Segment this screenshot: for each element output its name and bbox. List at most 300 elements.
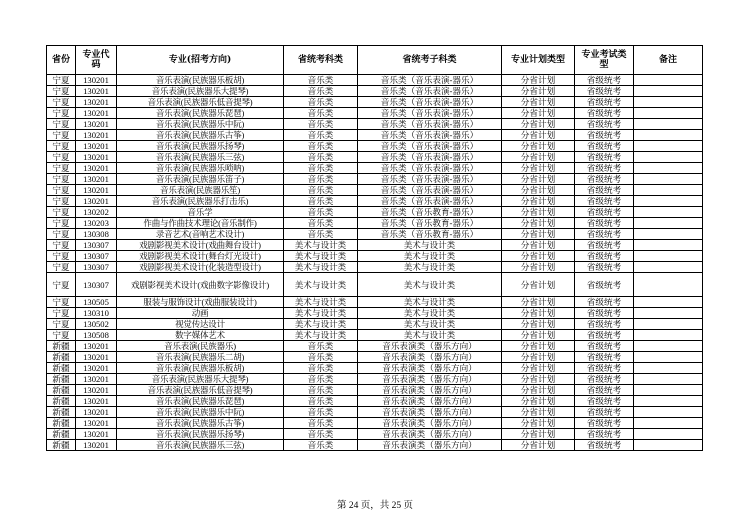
major-code-cell: 130201 [76,119,117,130]
major-name-cell: 音乐表演(民族器乐板胡) [117,75,284,86]
header-row [47,46,703,75]
major-name-cell: 作曲与作曲技术理论(音乐制作) [117,218,284,229]
remarks-cell [634,141,703,152]
table-row [47,396,703,407]
province-cell: 宁夏 [47,308,76,319]
exam-subcategory-cell: 音乐表演类（器乐方向） [358,385,502,396]
exam-subcategory-cell: 音乐类（音乐表演-器乐） [358,75,502,86]
major-code-cell: 130201 [76,396,117,407]
province-cell: 宁夏 [47,141,76,152]
table-body [47,75,703,451]
province-cell: 新疆 [47,429,76,440]
major-name-cell: 录音艺术(音响艺术设计) [117,229,284,240]
plan-type-cell: 分省计划 [502,418,575,429]
major-code-cell: 130201 [76,196,117,207]
exam-category-cell: 音乐类 [284,341,358,352]
exam-type-cell: 省级统考 [575,385,634,396]
table-row [47,196,703,207]
province-cell: 新疆 [47,385,76,396]
plan-type-cell: 分省计划 [502,174,575,185]
major-code-cell: 130202 [76,207,117,218]
major-code-cell: 130201 [76,352,117,363]
plan-type-cell: 分省计划 [502,440,575,451]
exam-subcategory-cell: 音乐表演类（器乐方向） [358,440,502,451]
exam-category-cell: 音乐类 [284,418,358,429]
exam-category-cell: 美术与设计类 [284,308,358,319]
major-name-cell: 音乐表演(民族器乐扬琴) [117,141,284,152]
exam-type-cell: 省级统考 [575,130,634,141]
exam-category-cell: 美术与设计类 [284,262,358,273]
exam-category-cell: 音乐类 [284,75,358,86]
exam-subcategory-cell: 音乐表演类（器乐方向） [358,341,502,352]
plan-type-cell: 分省计划 [502,207,575,218]
exam-category-cell: 音乐类 [284,141,358,152]
exam-type-cell: 省级统考 [575,273,634,297]
remarks-cell [634,352,703,363]
exam-category-cell: 音乐类 [284,229,358,240]
exam-type-cell: 省级统考 [575,97,634,108]
province-cell: 宁夏 [47,240,76,251]
province-cell: 新疆 [47,407,76,418]
admissions-table-sheet [46,45,703,451]
exam-subcategory-cell: 音乐类（音乐表演-器乐） [358,86,502,97]
plan-type-cell: 分省计划 [502,251,575,262]
province-cell: 新疆 [47,341,76,352]
remarks-cell [634,308,703,319]
remarks-cell [634,163,703,174]
exam-category-cell: 音乐类 [284,108,358,119]
exam-subcategory-cell: 音乐表演类（器乐方向） [358,407,502,418]
plan-type-cell: 分省计划 [502,196,575,207]
exam-type-cell: 省级统考 [575,352,634,363]
header-exam-category: 省统考科类 [284,46,358,75]
major-code-cell: 130201 [76,141,117,152]
exam-subcategory-cell: 音乐表演类（器乐方向） [358,396,502,407]
plan-type-cell: 分省计划 [502,330,575,341]
major-name-cell: 音乐表演(民族器乐打击乐) [117,196,284,207]
table-row [47,297,703,308]
major-code-cell: 130201 [76,108,117,119]
major-code-cell: 130201 [76,152,117,163]
remarks-cell [634,407,703,418]
major-code-cell: 130201 [76,440,117,451]
table-row [47,218,703,229]
exam-type-cell: 省级统考 [575,330,634,341]
major-name-cell: 视觉传达设计 [117,319,284,330]
exam-category-cell: 音乐类 [284,396,358,407]
exam-category-cell: 美术与设计类 [284,330,358,341]
remarks-cell [634,273,703,297]
table-row [47,163,703,174]
table-row [47,407,703,418]
plan-type-cell: 分省计划 [502,297,575,308]
major-code-cell: 130201 [76,374,117,385]
major-name-cell: 服装与服饰设计(戏曲服装设计) [117,297,284,308]
exam-type-cell: 省级统考 [575,119,634,130]
major-code-cell: 130307 [76,251,117,262]
exam-subcategory-cell: 美术与设计类 [358,240,502,251]
exam-type-cell: 省级统考 [575,341,634,352]
province-cell: 新疆 [47,440,76,451]
province-cell: 宁夏 [47,319,76,330]
major-name-cell: 戏剧影视美术设计(舞台灯光设计) [117,251,284,262]
exam-type-cell: 省级统考 [575,185,634,196]
remarks-cell [634,108,703,119]
province-cell: 宁夏 [47,330,76,341]
header-exam-subcategory: 省统考子科类 [358,46,502,75]
plan-type-cell: 分省计划 [502,319,575,330]
exam-type-cell: 省级统考 [575,396,634,407]
exam-subcategory-cell: 音乐类（音乐表演-器乐） [358,196,502,207]
table-row [47,75,703,86]
exam-subcategory-cell: 音乐类（音乐教育-器乐） [358,229,502,240]
remarks-cell [634,297,703,308]
major-name-cell: 音乐表演(民族器乐笛子) [117,174,284,185]
header-plan-type: 专业计划类型 [502,46,575,75]
table-row [47,108,703,119]
exam-category-cell: 音乐类 [284,185,358,196]
major-name-cell: 音乐表演(民族器乐二胡) [117,352,284,363]
plan-type-cell: 分省计划 [502,374,575,385]
major-name-cell: 音乐表演(民族器乐) [117,341,284,352]
header-major-code: 专业代码 [76,46,117,75]
remarks-cell [634,196,703,207]
exam-category-cell: 音乐类 [284,440,358,451]
exam-category-cell: 美术与设计类 [284,297,358,308]
plan-type-cell: 分省计划 [502,86,575,97]
remarks-cell [634,363,703,374]
remarks-cell [634,75,703,86]
exam-subcategory-cell: 音乐类（音乐表演-器乐） [358,141,502,152]
exam-category-cell: 音乐类 [284,374,358,385]
major-code-cell: 130308 [76,229,117,240]
exam-category-cell: 音乐类 [284,429,358,440]
exam-subcategory-cell: 音乐表演类（器乐方向） [358,352,502,363]
plan-type-cell: 分省计划 [502,262,575,273]
remarks-cell [634,229,703,240]
major-code-cell: 130502 [76,319,117,330]
exam-category-cell: 音乐类 [284,97,358,108]
major-name-cell: 音乐表演(民族器乐中阮) [117,119,284,130]
province-cell: 宁夏 [47,185,76,196]
table-row [47,251,703,262]
table-row [47,308,703,319]
exam-category-cell: 音乐类 [284,119,358,130]
major-code-cell: 130310 [76,308,117,319]
plan-type-cell: 分省计划 [502,119,575,130]
plan-type-cell: 分省计划 [502,185,575,196]
exam-category-cell: 音乐类 [284,152,358,163]
province-cell: 宁夏 [47,97,76,108]
table-row [47,185,703,196]
exam-type-cell: 省级统考 [575,229,634,240]
major-name-cell: 音乐学 [117,207,284,218]
exam-type-cell: 省级统考 [575,440,634,451]
remarks-cell [634,240,703,251]
plan-type-cell: 分省计划 [502,97,575,108]
major-name-cell: 音乐表演(民族器乐古筝) [117,130,284,141]
province-cell: 新疆 [47,396,76,407]
major-code-cell: 130201 [76,174,117,185]
exam-type-cell: 省级统考 [575,86,634,97]
remarks-cell [634,86,703,97]
table-row [47,97,703,108]
remarks-cell [634,218,703,229]
exam-subcategory-cell: 音乐表演类（器乐方向） [358,418,502,429]
exam-type-cell: 省级统考 [575,141,634,152]
exam-type-cell: 省级统考 [575,251,634,262]
major-name-cell: 音乐表演(民族器乐琵琶) [117,396,284,407]
table-row [47,341,703,352]
exam-subcategory-cell: 美术与设计类 [358,297,502,308]
province-cell: 宁夏 [47,207,76,218]
table-row [47,363,703,374]
exam-type-cell: 省级统考 [575,196,634,207]
table-row [47,152,703,163]
exam-category-cell: 音乐类 [284,385,358,396]
major-code-cell: 130201 [76,341,117,352]
exam-category-cell: 音乐类 [284,207,358,218]
exam-category-cell: 美术与设计类 [284,273,358,297]
exam-subcategory-cell: 音乐类（音乐表演-器乐） [358,130,502,141]
province-cell: 新疆 [47,418,76,429]
plan-type-cell: 分省计划 [502,141,575,152]
exam-category-cell: 音乐类 [284,196,358,207]
table-row [47,429,703,440]
major-name-cell: 音乐表演(民族器乐扬琴) [117,429,284,440]
major-code-cell: 130201 [76,185,117,196]
plan-type-cell: 分省计划 [502,75,575,86]
exam-subcategory-cell: 音乐类（音乐教育-器乐） [358,218,502,229]
major-name-cell: 音乐表演(民族器乐大提琴) [117,374,284,385]
remarks-cell [634,262,703,273]
remarks-cell [634,319,703,330]
province-cell: 宁夏 [47,251,76,262]
remarks-cell [634,97,703,108]
exam-type-cell: 省级统考 [575,152,634,163]
plan-type-cell: 分省计划 [502,396,575,407]
province-cell: 宁夏 [47,262,76,273]
header-province: 省份 [47,46,76,75]
exam-subcategory-cell: 音乐表演类（器乐方向） [358,374,502,385]
exam-type-cell: 省级统考 [575,163,634,174]
plan-type-cell: 分省计划 [502,385,575,396]
table-row [47,262,703,273]
major-code-cell: 130201 [76,130,117,141]
plan-type-cell: 分省计划 [502,218,575,229]
province-cell: 宁夏 [47,297,76,308]
province-cell: 新疆 [47,352,76,363]
exam-subcategory-cell: 美术与设计类 [358,251,502,262]
exam-subcategory-cell: 美术与设计类 [358,330,502,341]
province-cell: 宁夏 [47,218,76,229]
table-row [47,319,703,330]
exam-type-cell: 省级统考 [575,174,634,185]
exam-category-cell: 音乐类 [284,352,358,363]
exam-category-cell: 音乐类 [284,86,358,97]
major-name-cell: 动画 [117,308,284,319]
major-code-cell: 130201 [76,418,117,429]
header-exam-type: 专业考试类型 [575,46,634,75]
major-name-cell: 音乐表演(民族器乐中阮) [117,407,284,418]
major-name-cell: 音乐表演(民族器乐三弦) [117,440,284,451]
exam-category-cell: 音乐类 [284,174,358,185]
major-name-cell: 音乐表演(民族器乐板胡) [117,363,284,374]
remarks-cell [634,396,703,407]
exam-subcategory-cell: 美术与设计类 [358,308,502,319]
major-name-cell: 音乐表演(民族器乐低音提琴) [117,385,284,396]
plan-type-cell: 分省计划 [502,341,575,352]
province-cell: 宁夏 [47,273,76,297]
major-code-cell: 130201 [76,385,117,396]
table-row [47,385,703,396]
plan-type-cell: 分省计划 [502,163,575,174]
exam-type-cell: 省级统考 [575,240,634,251]
plan-type-cell: 分省计划 [502,108,575,119]
exam-subcategory-cell: 音乐类（音乐表演-器乐） [358,119,502,130]
table-row [47,119,703,130]
plan-type-cell: 分省计划 [502,273,575,297]
exam-subcategory-cell: 美术与设计类 [358,262,502,273]
remarks-cell [634,174,703,185]
plan-type-cell: 分省计划 [502,352,575,363]
exam-subcategory-cell: 音乐类（音乐表演-器乐） [358,108,502,119]
exam-subcategory-cell: 音乐类（音乐教育-器乐） [358,207,502,218]
province-cell: 宁夏 [47,75,76,86]
table-row [47,207,703,218]
table-row [47,174,703,185]
province-cell: 宁夏 [47,229,76,240]
exam-subcategory-cell: 美术与设计类 [358,319,502,330]
major-name-cell: 音乐表演(民族器乐三弦) [117,152,284,163]
plan-type-cell: 分省计划 [502,130,575,141]
remarks-cell [634,130,703,141]
major-name-cell: 戏剧影视美术设计(戏曲舞台设计) [117,240,284,251]
remarks-cell [634,119,703,130]
plan-type-cell: 分省计划 [502,407,575,418]
exam-type-cell: 省级统考 [575,297,634,308]
header-remarks: 备注 [634,46,703,75]
exam-category-cell: 音乐类 [284,130,358,141]
plan-type-cell: 分省计划 [502,240,575,251]
admissions-table [46,45,703,451]
table-row [47,352,703,363]
table-row [47,229,703,240]
major-code-cell: 130201 [76,97,117,108]
remarks-cell [634,152,703,163]
plan-type-cell: 分省计划 [502,152,575,163]
exam-subcategory-cell: 音乐类（音乐表演-器乐） [358,163,502,174]
exam-category-cell: 美术与设计类 [284,319,358,330]
table-row [47,130,703,141]
province-cell: 宁夏 [47,130,76,141]
exam-type-cell: 省级统考 [575,308,634,319]
major-code-cell: 130201 [76,86,117,97]
exam-type-cell: 省级统考 [575,363,634,374]
exam-category-cell: 音乐类 [284,407,358,418]
table-row [47,418,703,429]
table-row [47,273,703,297]
major-name-cell: 音乐表演(民族器乐笙) [117,185,284,196]
major-code-cell: 130201 [76,163,117,174]
exam-type-cell: 省级统考 [575,429,634,440]
exam-subcategory-cell: 音乐类（音乐表演-器乐） [358,152,502,163]
plan-type-cell: 分省计划 [502,363,575,374]
table-header [47,46,703,75]
exam-category-cell: 音乐类 [284,163,358,174]
major-code-cell: 130201 [76,407,117,418]
major-name-cell: 音乐表演(民族器乐琵琶) [117,108,284,119]
exam-category-cell: 音乐类 [284,363,358,374]
table-row [47,440,703,451]
province-cell: 宁夏 [47,119,76,130]
province-cell: 宁夏 [47,196,76,207]
exam-category-cell: 音乐类 [284,218,358,229]
province-cell: 宁夏 [47,86,76,97]
table-row [47,141,703,152]
table-row [47,374,703,385]
remarks-cell [634,440,703,451]
exam-subcategory-cell: 音乐类（音乐表演-器乐） [358,185,502,196]
page-number-footer: 第 24 页，共 25 页 [336,501,413,511]
exam-subcategory-cell: 美术与设计类 [358,273,502,297]
remarks-cell [634,207,703,218]
remarks-cell [634,330,703,341]
major-code-cell: 130201 [76,363,117,374]
major-code-cell: 130508 [76,330,117,341]
exam-type-cell: 省级统考 [575,108,634,119]
remarks-cell [634,418,703,429]
exam-type-cell: 省级统考 [575,207,634,218]
major-code-cell: 130307 [76,262,117,273]
exam-subcategory-cell: 音乐表演类（器乐方向） [358,429,502,440]
exam-type-cell: 省级统考 [575,407,634,418]
major-code-cell: 130201 [76,429,117,440]
major-name-cell: 数字媒体艺术 [117,330,284,341]
remarks-cell [634,429,703,440]
table-row [47,240,703,251]
plan-type-cell: 分省计划 [502,429,575,440]
major-name-cell: 戏剧影视美术设计(化装造型设计) [117,262,284,273]
major-name-cell: 音乐表演(民族器乐低音提琴) [117,97,284,108]
exam-type-cell: 省级统考 [575,319,634,330]
table-row [47,330,703,341]
major-code-cell: 130307 [76,240,117,251]
exam-category-cell: 美术与设计类 [284,240,358,251]
province-cell: 宁夏 [47,152,76,163]
province-cell: 宁夏 [47,163,76,174]
major-name-cell: 戏剧影视美术设计(戏曲数字影像设计) [117,273,284,297]
exam-subcategory-cell: 音乐表演类（器乐方向） [358,363,502,374]
exam-subcategory-cell: 音乐类（音乐表演-器乐） [358,174,502,185]
province-cell: 新疆 [47,374,76,385]
remarks-cell [634,374,703,385]
remarks-cell [634,185,703,196]
major-code-cell: 130505 [76,297,117,308]
major-name-cell: 音乐表演(民族器乐大提琴) [117,86,284,97]
province-cell: 宁夏 [47,174,76,185]
exam-type-cell: 省级统考 [575,75,634,86]
remarks-cell [634,251,703,262]
plan-type-cell: 分省计划 [502,229,575,240]
plan-type-cell: 分省计划 [502,308,575,319]
province-cell: 新疆 [47,363,76,374]
header-major-direction: 专业(招考方向) [117,46,284,75]
exam-type-cell: 省级统考 [575,418,634,429]
table-row [47,86,703,97]
exam-category-cell: 美术与设计类 [284,251,358,262]
exam-type-cell: 省级统考 [575,262,634,273]
